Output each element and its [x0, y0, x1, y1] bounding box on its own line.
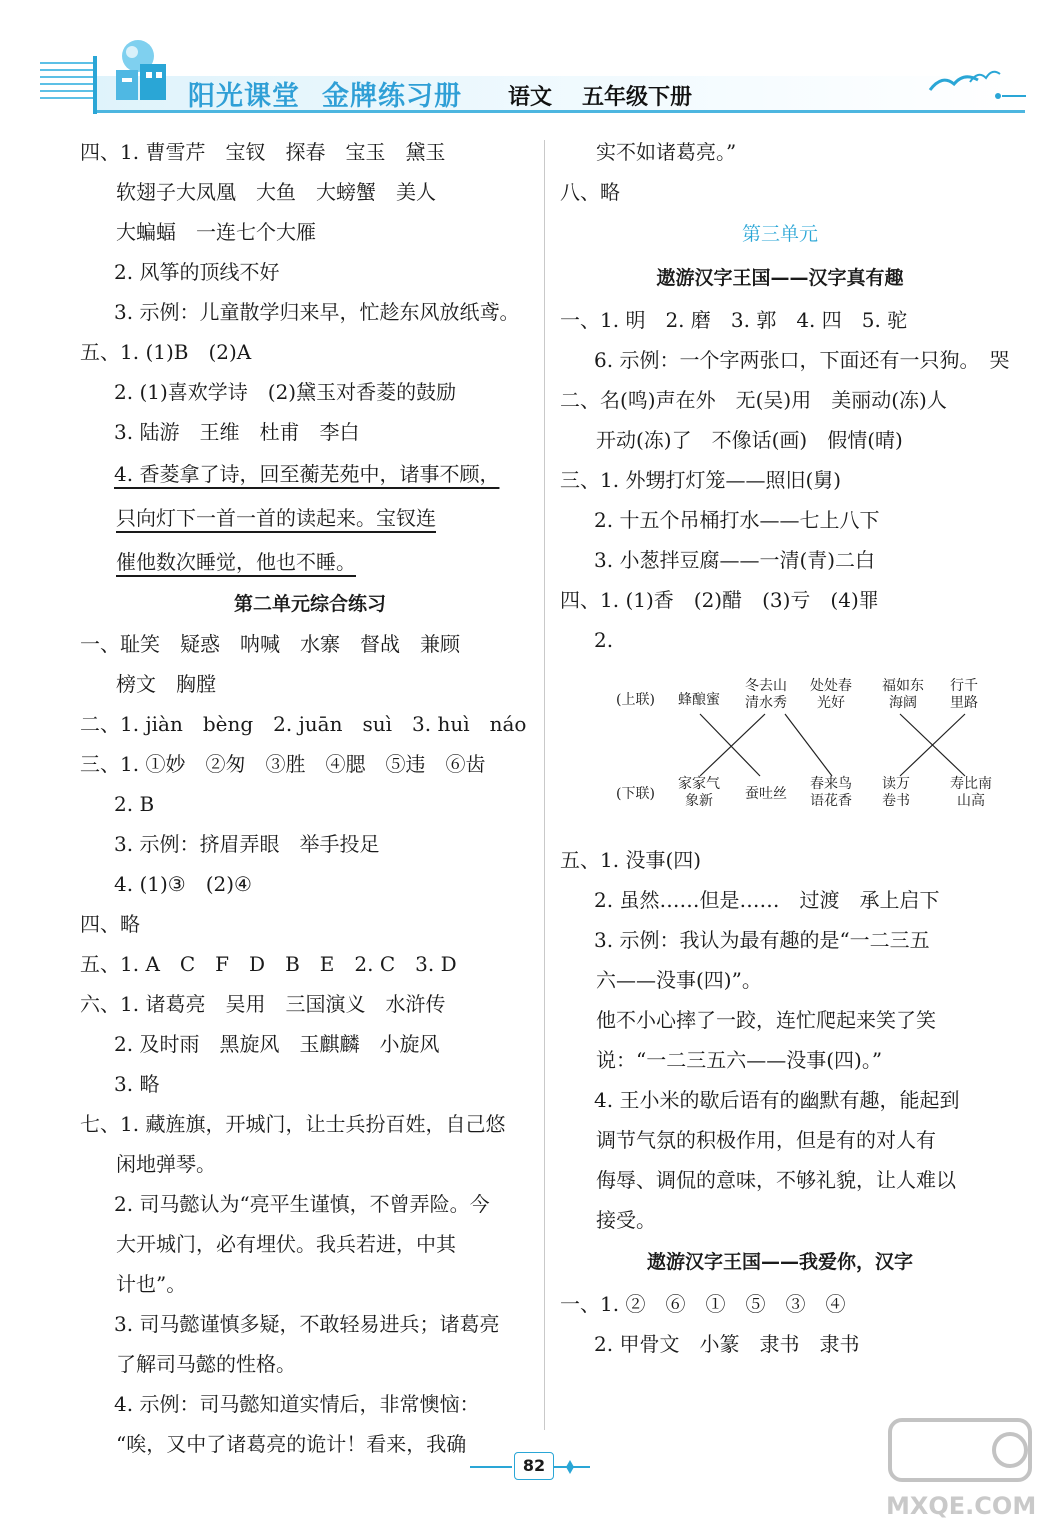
page-number [470, 1446, 590, 1486]
answer-line: 3. 陆游 王维 杜甫 李白 [114, 420, 360, 444]
answer-line: 接受。 [596, 1208, 656, 1232]
subject-grade: 语文 五年级下册 [508, 85, 693, 110]
birds-icon [920, 62, 1030, 107]
answer-line: 3. 示例：挤眉弄眼 举手投足 [114, 832, 380, 856]
answer-line: 开动(冻)了 不像话(画) 假情(晴) [596, 428, 903, 452]
watermark-text: MXQE.COM [886, 1492, 1037, 1520]
answer-line: 2. (1)喜欢学诗 (2)黛玉对香菱的鼓励 [114, 380, 457, 404]
answer-line: 2. [594, 628, 614, 652]
answer-line: 说：“一二三五六——没事(四)。” [596, 1048, 883, 1072]
watermark-logo-icon [880, 1410, 1050, 1490]
couplet-matching-diagram [560, 666, 1000, 836]
upper-item: 蜂酿蜜 [678, 692, 720, 708]
answer-line: 2. 及时雨 黑旋风 玉麒麟 小旋风 [114, 1032, 440, 1056]
answer-line [80, 540, 540, 584]
answer-line: 一、耻笑 疑惑 呐喊 水寨 督战 兼顾 [80, 632, 460, 656]
answer-line: 四、1. (1)香 (2)醋 (3)亏 (4)罪 [560, 588, 879, 612]
matching-lines [560, 666, 1000, 836]
answer-line: 二、1. jiàn bèng 2. juān suì 3. huì náo [80, 712, 527, 736]
answer-line: 一、1. 明 2. 磨 3. 郭 4. 四 5. 驼 [560, 308, 908, 332]
answer-line: 二、名(鸣)声在外 无(吴)用 美丽动(冻)人 [560, 388, 947, 412]
answer-line: 2. 甲骨文 小篆 隶书 隶书 [594, 1332, 860, 1356]
answer-line: 2. 风筝的顶线不好 [114, 260, 280, 284]
answer-line: 2. B [114, 792, 155, 816]
answer-line: 侮辱、调侃的意味，不够礼貌，让人难以 [596, 1168, 956, 1192]
answer-line: “唉，又中了诸葛亮的诡计！看来，我确 [116, 1432, 467, 1456]
brand-title: 阳光课堂 金牌练习册 [188, 81, 462, 112]
answer-line: 七、1. 藏旌旗，开城门，让士兵扮百姓，自己悠 [80, 1112, 506, 1136]
left-column [80, 132, 540, 1464]
answer-line: 四、略 [80, 912, 140, 936]
answer-line: 4. (1)③ (2)④ [114, 872, 252, 896]
answer-line: 4. 王小米的歇后语有的幽默有趣，能起到 [594, 1088, 960, 1112]
answer-line: 五、1. 没事(四) [560, 848, 702, 872]
answer-line: 3. 示例：我认为最有趣的是“一二三五 [594, 928, 930, 952]
answer-line: 2. 十五个吊桶打水——七上八下 [594, 508, 880, 532]
answer-line: 计也”。 [116, 1272, 187, 1296]
lower-label: (下联) [616, 786, 655, 802]
lower-item: 读万 卷书 [882, 776, 910, 809]
page-header [0, 0, 1055, 130]
answer-line: 3. 小葱拌豆腐——一清(青)二白 [594, 548, 876, 572]
answer-line: 2. 虽然……但是…… 过渡 承上启下 [594, 888, 940, 912]
upper-item: 处处春 光好 [810, 678, 852, 711]
answer-line: 六、1. 诸葛亮 吴用 三国演义 水浒传 [80, 992, 446, 1016]
lower-item: 家家气 象新 [678, 776, 720, 809]
answer-line: 六——没事(四)”。 [596, 968, 762, 992]
answer-line [80, 496, 540, 540]
section-heading: 第二单元综合练习 [233, 593, 386, 615]
section-heading: 遨游汉字王国——汉字真有趣 [656, 267, 904, 289]
answer-line: 6. 示例：一个字两张口，下面还有一只狗。 哭 [594, 348, 1010, 372]
column-divider [544, 140, 545, 1430]
underlined-text: 催他数次睡觉，他也不睡。 [116, 550, 356, 574]
unit-heading: 第三单元 [741, 223, 818, 245]
right-column [560, 132, 1010, 1364]
answer-line: 3. 略 [114, 1072, 160, 1096]
answer-line: 4. 示例：司马懿知道实情后，非常懊恼： [114, 1392, 480, 1416]
answer-line: 闲地弹琴。 [116, 1152, 216, 1176]
answer-line: 3. 示例：儿童散学归来早，忙趁东风放纸鸢。 [114, 300, 520, 324]
answer-line: 大蝙蝠 一连七个大雁 [116, 220, 316, 244]
answer-line: 一、1. ② ⑥ ① ⑤ ③ ④ [560, 1292, 846, 1316]
lower-item: 蚕吐丝 [745, 786, 787, 802]
page-number-value: 82 [514, 1452, 554, 1480]
answer-line: 榜文 胸膛 [116, 672, 216, 696]
upper-item: 福如东 海阔 [882, 678, 924, 711]
watermark [880, 1410, 1050, 1530]
answer-line: 八、略 [560, 180, 620, 204]
lower-item: 寿比南 山高 [950, 776, 992, 809]
answer-line: 了解司马懿的性格。 [116, 1352, 296, 1376]
section-heading: 遨游汉字王国——我爱你，汉字 [646, 1251, 913, 1273]
upper-item: 冬去山 清水秀 [745, 678, 787, 711]
book-logo-icon [108, 34, 180, 106]
upper-label: (上联) [616, 692, 655, 708]
answer-line: 他不小心摔了一跤，连忙爬起来笑了笑 [596, 1008, 936, 1032]
answer-line: 三、1. 外甥打灯笼——照旧(舅) [560, 468, 842, 492]
upper-item: 行千 里路 [950, 678, 978, 711]
answer-line: 三、1. ①妙 ②匆 ③胜 ④腮 ⑤违 ⑥齿 [80, 752, 486, 776]
answer-line: 大开城门，必有埋伏。我兵若进，中其 [116, 1232, 456, 1256]
answer-line: 3. 司马懿谨慎多疑，不敢轻易进兵；诸葛亮 [114, 1312, 500, 1336]
answer-line: 五、1. A C F D B E 2. C 3. D [80, 952, 457, 976]
answer-line: 实不如诸葛亮。” [596, 140, 737, 164]
lower-item: 春来鸟 语花香 [810, 776, 852, 809]
answer-line: 2. 司马懿认为“亮平生谨慎，不曾弄险。今 [114, 1192, 490, 1216]
header-vertical-bar [93, 56, 97, 114]
answer-line: 调节气氛的积极作用，但是有的对人有 [596, 1128, 936, 1152]
answer-line: 软翅子大凤凰 大鱼 大螃蟹 美人 [116, 180, 436, 204]
underlined-text: 4. 香菱拿了诗，回至蘅芜苑中，诸事不顾， [114, 462, 500, 486]
header-stripes [40, 62, 95, 102]
answer-line: 四、1. 曹雪芹 宝钗 探春 宝玉 黛玉 [80, 140, 446, 164]
answer-line [80, 452, 540, 496]
underlined-text: 只向灯下一首一首的读起来。宝钗连 [116, 506, 436, 530]
answer-line: 五、1. (1)B (2)A [80, 340, 252, 364]
